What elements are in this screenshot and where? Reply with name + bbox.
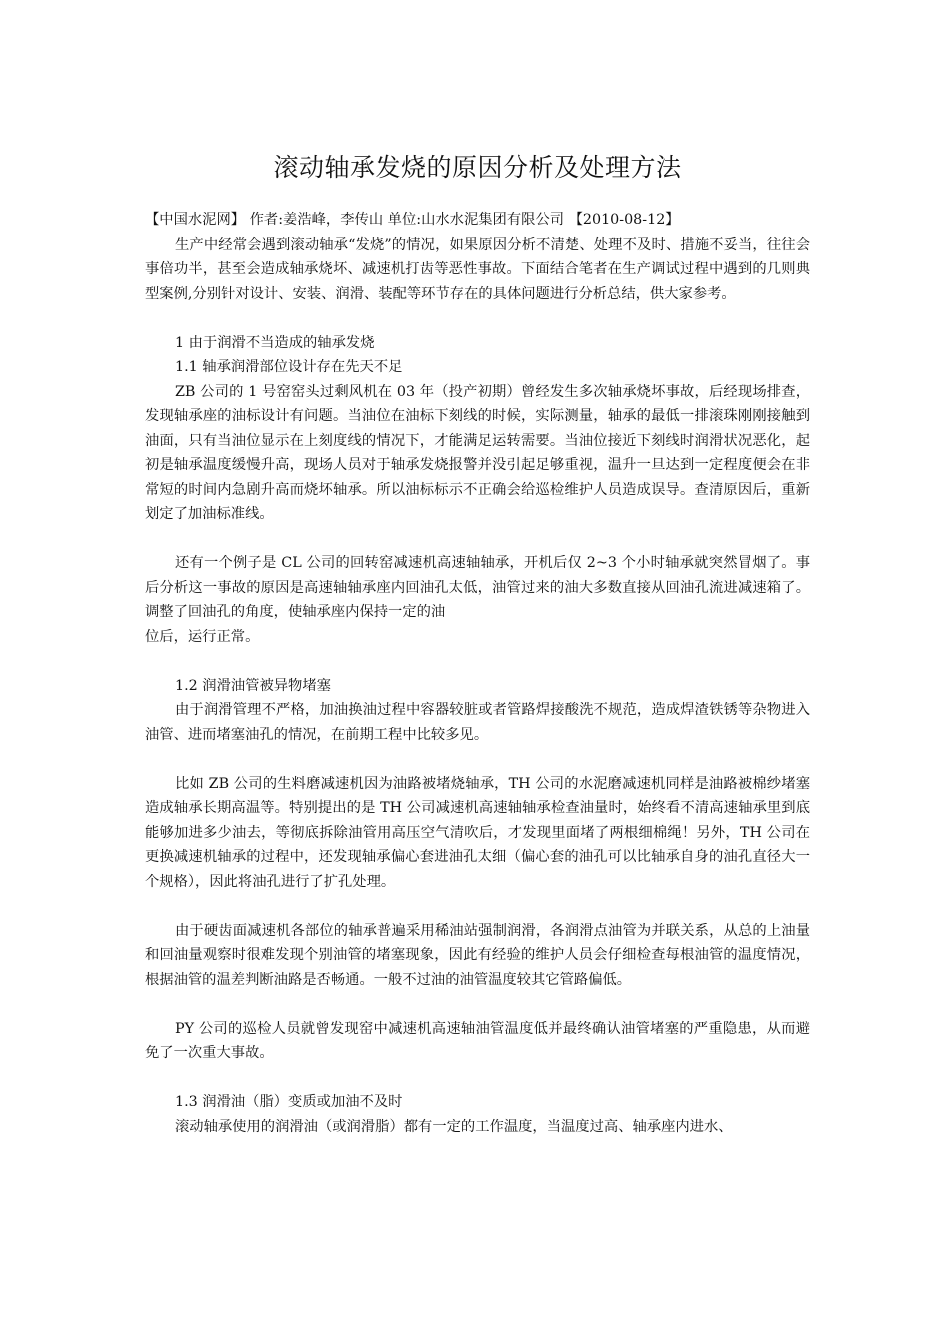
- spacer: [145, 649, 810, 674]
- paragraph-1-1-a: ZB 公司的 1 号窑窑头过剩风机在 03 年（投产初期）曾经发生多次轴承烧坏事故，后经现场排查，发现轴承座的油标设计有问题。当油位在油标下刻线的时候，实际测量，轴承的最低一排滚珠刚刚接触到油面，只有当油位显示在上刻度线的情况下，才能满足运转需要。当油位接近下刻线时润滑状况恶化，起初是轴承温度缓慢升高，现场人员对于轴承发烧报警并没引起足够重视，温升一旦达到一定程度便会在非常短的时间内急剧升高而烧坏轴承。所以油标标示不正确会给巡检维护人员造成误导。查清原因后，重新划定了加油标准线。: [145, 383, 810, 522]
- paragraph-1-3-a: 滚动轴承使用的润滑油（或润滑脂）都有一定的工作温度，当温度过高、轴承座内进水、: [175, 1118, 733, 1135]
- document-page: [145, 150, 810, 1139]
- paragraph-1-1-b-tail: 位后，运行正常。: [145, 628, 260, 645]
- spacer: [145, 894, 810, 919]
- spacer: [145, 306, 810, 331]
- spacer: [145, 527, 810, 552]
- section-heading-1-1: 1.1 轴承润滑部位设计存在先天不足: [175, 359, 403, 375]
- section-heading-1: 1 由于润滑不当造成的轴承发烧: [175, 334, 375, 351]
- paragraph-1-1-b: 还有一个例子是 CL 公司的回转窑减速机高速轴轴承，开机后仅 2~3 个小时轴承就突然冒烟了。事后分析这一事故的原因是高速轴轴承座内回油孔太低，油管过来的油大多数直接从回油孔流进减速箱了。调整了回油孔的角度，使轴承座内保持一定的油: [145, 555, 810, 620]
- byline: 【中国水泥网】 作者:姜浩峰，李传山 单位:山水水泥集团有限公司 【2010-08-12】: [145, 212, 680, 228]
- spacer: [145, 992, 810, 1017]
- paragraph-1-2-c: 由于硬齿面减速机各部位的轴承普遍采用稀油站强制润滑，各润滑点油管为并联关系，从总的上油量和回油量观察时很难发现个别油管的堵塞现象，因此有经验的维护人员会仔细检查每根油管的温度情况，根据油管的温差判断油路是否畅通。一般不过油的油管温度较其它管路偏低。: [145, 922, 810, 988]
- document-title: 滚动轴承发烧的原因分析及处理方法: [273, 153, 682, 182]
- section-heading-1-2: 1.2 润滑油管被异物堵塞: [175, 677, 331, 694]
- spacer: [145, 747, 810, 772]
- paragraph-1-2-d: PY 公司的巡检人员就曾发现窑中减速机高速轴油管温度低并最终确认油管堵塞的严重隐患，从而避免了一次重大事故。: [145, 1020, 810, 1061]
- intro-paragraph: 生产中经常会遇到滚动轴承“发烧”的情况，如果原因分析不清楚、处理不及时、措施不妥当，往往会事倍功半，甚至会造成轴承烧坏、减速机打齿等恶性事故。下面结合笔者在生产调试过程中遇到的几则典型案例,分别针对设计、安装、润滑、装配等环节存在的具体问题进行分析总结，供大家参考。: [145, 236, 810, 302]
- paragraph-1-2-a: 由于润滑管理不严格，加油换油过程中容器较脏或者管路焊接酸洗不规范，造成焊渣铁锈等杂物进入油管、进而堵塞油孔的情况，在前期工程中比较多见。: [145, 702, 810, 743]
- spacer: [145, 1066, 810, 1091]
- section-heading-1-3: 1.3 润滑油（脂）变质或加油不及时: [175, 1094, 403, 1110]
- paragraph-1-2-b: 比如 ZB 公司的生料磨减速机因为油路被堵烧轴承，TH 公司的水泥磨减速机同样是油路被棉纱堵塞造成轴承长期高温等。特别提出的是 TH 公司减速机高速轴轴承检查油量时，始终看不清高速轴承里到底能够加进多少油去，等彻底拆除油管用高压空气清吹后，才发现里面堵了两根细棉绳！另外，TH 公司在更换减速机轴承的过程中，还发现轴承偏心套进油孔太细（偏心套的油孔可以比轴承自身的油孔直径大一个规格），因此将油孔进行了扩孔处理。: [145, 775, 810, 890]
